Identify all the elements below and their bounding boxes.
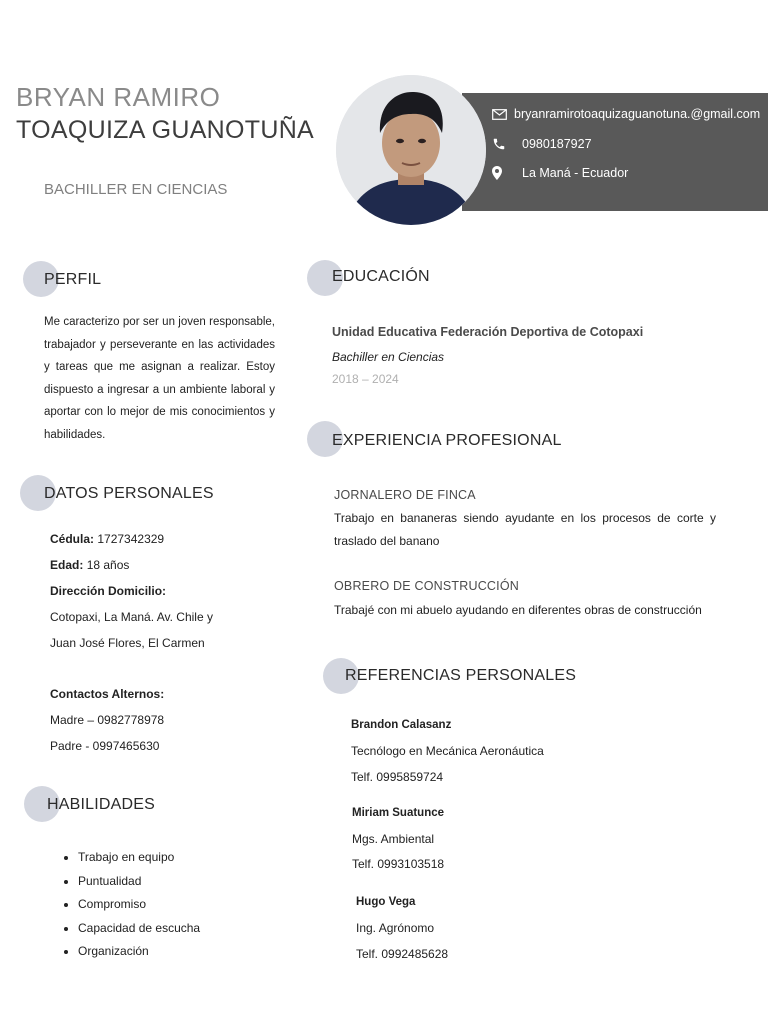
location-pin-icon xyxy=(492,166,522,180)
cedula-row xyxy=(50,532,164,546)
perfil-line: habilidades. xyxy=(44,428,106,441)
edad-row xyxy=(50,558,129,572)
job-description-line: Trabajo en bananeras siendo ayudante en los procesos de corte y xyxy=(334,511,716,525)
madre-contact: Madre – 0982778978 xyxy=(50,713,165,727)
phone-icon xyxy=(492,137,524,151)
edad-value: 18 años xyxy=(86,558,130,572)
section-title: REFERENCIAS PERSONALES xyxy=(345,667,577,684)
job-description-line: Trabajé con mi abuelo ayudando en diferentes obras de construcción xyxy=(334,603,702,617)
job-description xyxy=(334,507,716,552)
edu-degree: Bachiller en Ciencias xyxy=(332,350,445,364)
contact-location-row xyxy=(492,166,628,180)
reference-role: Tecnólogo en Mecánica Aeronáutica xyxy=(351,744,544,758)
contactos-label: Contactos Alternos: xyxy=(50,687,165,701)
edu-years: 2018 – 2024 xyxy=(332,372,399,386)
section-title: HABILIDADES xyxy=(47,796,156,813)
contact-email-row[interactable] xyxy=(492,107,760,121)
contact-email: bryanramirotoaquizaguanotuna.@gmail.com xyxy=(514,107,761,121)
perfil-line: y tareas que me asignan a realizar. Estoy xyxy=(44,361,275,374)
reference-phone: Telf. 0992485628 xyxy=(356,947,449,961)
contact-location: La Maná - Ecuador xyxy=(522,166,629,180)
skill-item: • Organización xyxy=(78,940,200,964)
skills-list xyxy=(58,846,200,964)
reference-name: Miriam Suatunce xyxy=(352,807,445,819)
perfil-line: aportar con lo mejor de mis conocimientos y xyxy=(44,406,275,419)
job-title: JORNALERO DE FINCA xyxy=(334,488,476,502)
contact-phone: 0980187927 xyxy=(522,137,592,151)
perfil-line: dispuesto a ingresar a un ambiente laboral y xyxy=(44,383,275,396)
skill-item: • Puntualidad xyxy=(78,870,200,894)
reference-phone: Telf. 0993103518 xyxy=(352,857,445,871)
first-names: BRYAN RAMIRO xyxy=(16,82,221,112)
envelope-icon xyxy=(492,109,514,120)
section-title: EXPERIENCIA PROFESIONAL xyxy=(332,432,562,449)
edu-school: Unidad Educativa Federación Deportiva de Cotopaxi xyxy=(332,325,644,339)
profession-subtitle: BACHILLER EN CIENCIAS xyxy=(44,181,228,198)
skill-item: • Compromiso xyxy=(78,893,200,917)
padre-contact: Padre - 0997465630 xyxy=(50,739,160,753)
reference-name: Brandon Calasanz xyxy=(351,719,452,731)
perfil-line: trabajador y perseverante en las actividades xyxy=(44,338,275,351)
perfil-text xyxy=(44,311,275,447)
section-title: DATOS PERSONALES xyxy=(44,485,214,502)
skill-item: • Capacidad de escucha xyxy=(78,917,200,941)
section-title: EDUCACIÓN xyxy=(332,268,430,285)
reference-role: Ing. Agrónomo xyxy=(356,921,435,935)
direccion-line-1: Cotopaxi, La Maná. Av. Chile y xyxy=(50,610,213,624)
last-names: TOAQUIZA GUANOTUÑA xyxy=(16,116,315,144)
cedula-label: Cédula: xyxy=(50,532,95,546)
job-title: OBRERO DE CONSTRUCCIÓN xyxy=(334,579,519,593)
contact-band xyxy=(462,93,768,211)
job-description-line: traslado del banano xyxy=(334,533,440,548)
reference-phone: Telf. 0995859724 xyxy=(351,770,444,784)
contact-phone-row[interactable] xyxy=(492,137,592,151)
direccion-label: Dirección Domicilio: xyxy=(50,584,167,598)
reference-name: Hugo Vega xyxy=(356,896,416,908)
section-title: PERFIL xyxy=(44,271,102,288)
reference-role: Mgs. Ambiental xyxy=(352,832,435,846)
skill-item: • Trabajo en equipo xyxy=(78,846,200,870)
perfil-line: Me caracterizo por ser un joven responsable, xyxy=(44,316,275,328)
job-description xyxy=(334,599,734,622)
edad-label: Edad: xyxy=(50,558,84,572)
profile-photo xyxy=(336,75,486,225)
direccion-line-2: Juan José Flores, El Carmen xyxy=(50,636,205,650)
cedula-value: 1727342329 xyxy=(97,532,165,546)
